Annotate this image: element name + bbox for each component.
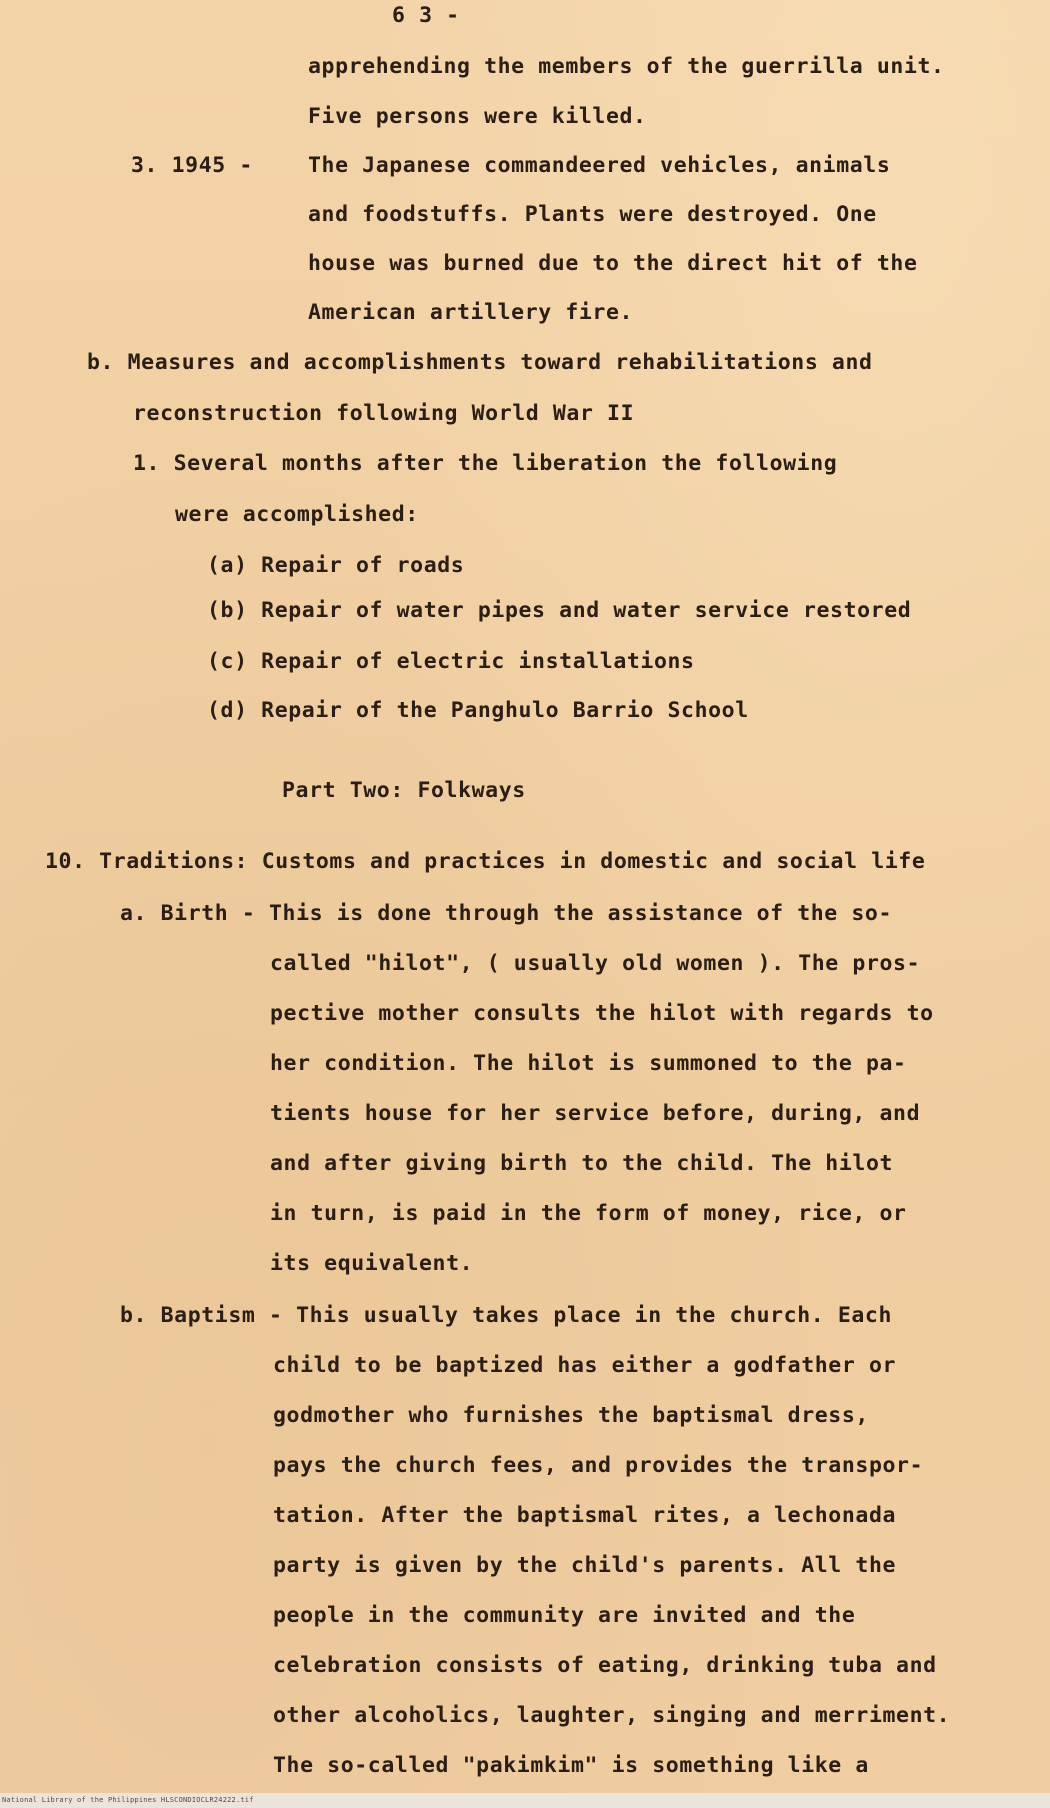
text-line: house was burned due to the direct hit of the bbox=[308, 251, 918, 276]
list-item: (b) Repair of water pipes and water service restored bbox=[207, 598, 912, 623]
text-line: were accomplished: bbox=[175, 502, 419, 527]
page-number: 6 3 - bbox=[392, 3, 460, 28]
text-line: The Japanese commandeered vehicles, animals bbox=[308, 153, 891, 178]
section-heading: 10. Traditions: Customs and practices in domestic and social life bbox=[45, 849, 926, 874]
list-item: (a) Repair of roads bbox=[207, 553, 465, 578]
text-line: its equivalent. bbox=[270, 1251, 474, 1276]
text-line: a. Birth - This is done through the assistance of the so- bbox=[120, 901, 893, 926]
list-item: (d) Repair of the Panghulo Barrio School bbox=[207, 698, 749, 723]
text-line: b. Baptism - This usually takes place in the church. Each bbox=[120, 1303, 893, 1328]
text-line: and after giving birth to the child. The hilot bbox=[270, 1151, 894, 1176]
text-line: Five persons were killed. bbox=[308, 104, 647, 129]
text-line: 1. Several months after the liberation the following bbox=[133, 451, 838, 476]
text-line: and foodstuffs. Plants were destroyed. One bbox=[308, 202, 877, 227]
text-line: The so-called "pakimkim" is something like a bbox=[273, 1753, 869, 1778]
text-line: other alcoholics, laughter, singing and merriment. bbox=[273, 1703, 951, 1728]
section-heading: b. Measures and accomplishments toward rehabilitations and bbox=[87, 350, 873, 375]
list-item: (c) Repair of electric installations bbox=[207, 649, 695, 674]
scan-footer-caption: National Library of the Philippines HLSCONDIOCLR24222.tif bbox=[2, 1796, 254, 1804]
text-line: godmother who furnishes the baptismal dress, bbox=[273, 1403, 869, 1428]
part-heading: Part Two: Folkways bbox=[282, 778, 526, 803]
text-line: celebration consists of eating, drinking tuba and bbox=[273, 1653, 937, 1678]
text-line: tients house for her service before, during, and bbox=[270, 1101, 921, 1126]
text-line: 3. 1945 - bbox=[131, 153, 253, 178]
text-line: called "hilot", ( usually old women ). The pros- bbox=[270, 951, 921, 976]
text-line: party is given by the child's parents. All the bbox=[273, 1553, 897, 1578]
text-line: in turn, is paid in the form of money, rice, or bbox=[270, 1201, 907, 1226]
text-line: tation. After the baptismal rites, a lechonada bbox=[273, 1503, 897, 1528]
text-line: her condition. The hilot is summoned to the pa- bbox=[270, 1051, 907, 1076]
text-line: apprehending the members of the guerrilla unit. bbox=[308, 54, 945, 79]
text-line: people in the community are invited and the bbox=[273, 1603, 856, 1628]
text-line: pective mother consults the hilot with regards to bbox=[270, 1001, 934, 1026]
text-line: pays the church fees, and provides the transpor- bbox=[273, 1453, 924, 1478]
text-line: child to be baptized has either a godfather or bbox=[273, 1353, 897, 1378]
text-line: American artillery fire. bbox=[308, 300, 634, 325]
text-line: reconstruction following World War II bbox=[133, 401, 635, 426]
